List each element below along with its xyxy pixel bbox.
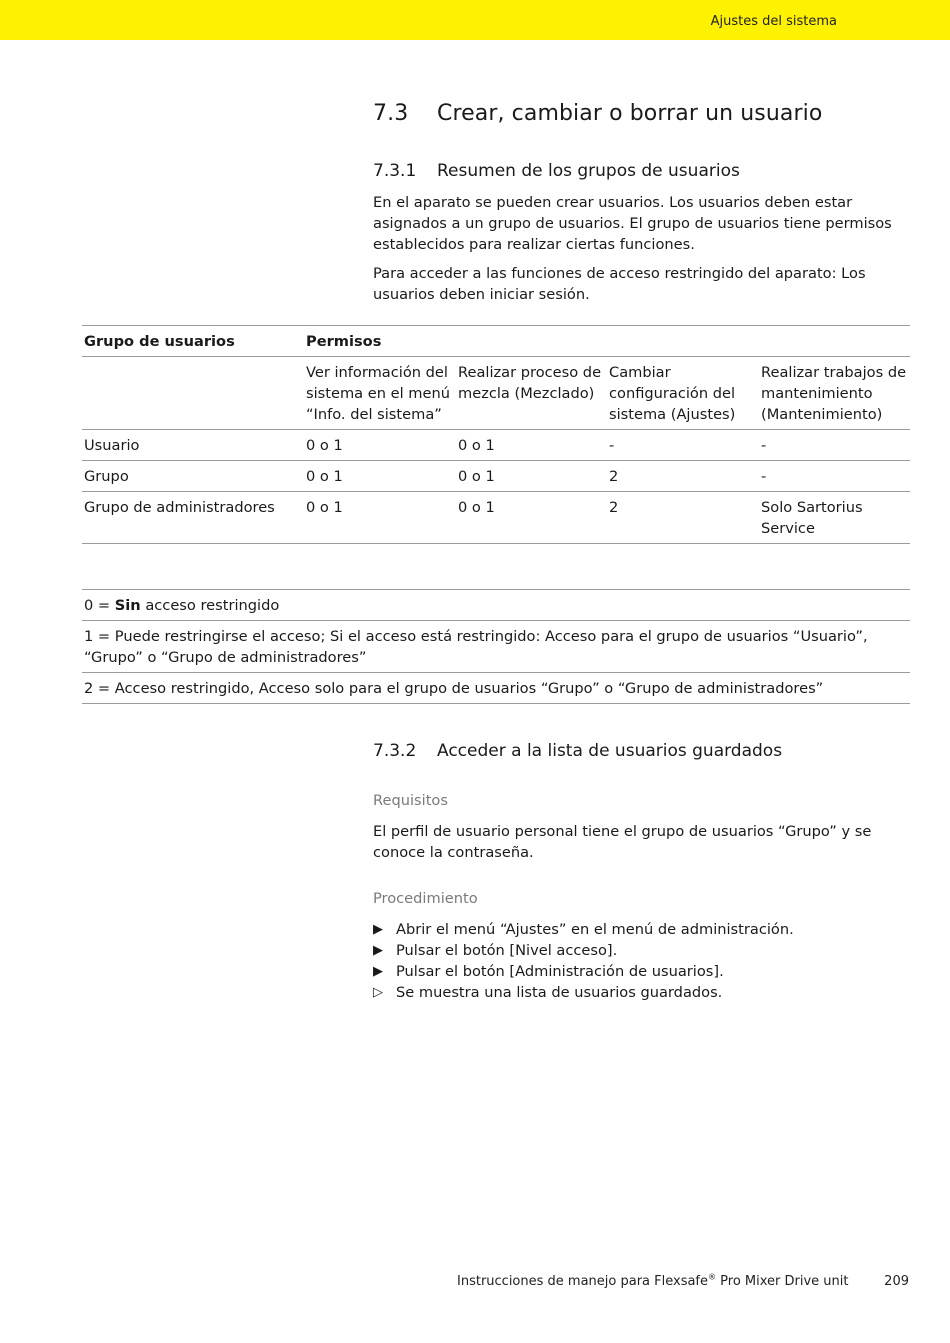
action-arrow-icon: ▶	[373, 943, 383, 958]
table-header-row	[82, 326, 910, 357]
section-heading-7-3-2	[373, 741, 782, 761]
login-paragraph: Para acceder a las funciones de acceso restringido del aparato: Los usuarios deben iniciar sesión.	[373, 265, 866, 303]
section-number: 7.3.2	[373, 741, 417, 761]
requirements-label: Requisitos	[373, 792, 448, 809]
intro-paragraph: En el aparato se pueden crear usuarios. Los usuarios deben estar asignados a un grupo de usuarios. El grupo de usuarios tiene permisos establecidos para realizar ciertas funciones.	[373, 194, 892, 253]
list-item: ▶ Pulsar el botón [Nivel acceso].	[373, 942, 618, 959]
legend-note-1: 1 = Puede restringirse el acceso; Si el acceso está restringido: Acceso para el grupo de usuarios “Usuario”, “Grupo” o “Grupo de administradores”	[82, 620, 910, 672]
table-subheader-row	[82, 357, 910, 430]
page-number: 209	[884, 1274, 909, 1289]
list-item: ▶ Abrir el menú “Ajustes” en el menú de administración.	[373, 921, 794, 938]
legend-note-0: 0 = Sin acceso restringido	[82, 589, 910, 620]
table-row	[82, 430, 910, 461]
list-item: ▶ Pulsar el botón [Administración de usuarios].	[373, 963, 724, 980]
procedure-steps	[373, 919, 913, 1003]
table-cell: Grupo	[84, 468, 129, 485]
table-cell: Usuario	[84, 437, 140, 454]
table-row	[82, 492, 910, 544]
header-bar	[0, 0, 950, 40]
table-cell: Grupo de administradores	[84, 499, 275, 516]
table-cell: 0 o 1	[306, 499, 343, 516]
subheader-settings: Cambiar configuración del sistema (Ajustes)	[609, 364, 736, 423]
footer-document-title: Instrucciones de manejo para Flexsafe® Pro Mixer Drive unit	[457, 1272, 849, 1289]
section-heading-7-3-1	[373, 161, 740, 181]
table-cell: 0 o 1	[306, 468, 343, 485]
table-legend	[82, 589, 910, 704]
requirements-text: El perfil de usuario personal tiene el grupo de usuarios “Grupo” y se conoce la contraseña.	[373, 823, 872, 861]
table-cell: 2	[609, 499, 619, 516]
legend-note-2: 2 = Acceso restringido, Acceso solo para el grupo de usuarios “Grupo” o “Grupo de administradores”	[82, 672, 910, 704]
table-cell: 0 o 1	[306, 437, 343, 454]
section-number: 7.3	[373, 101, 409, 126]
procedure-label: Procedimiento	[373, 890, 478, 907]
table-cell: Solo Sartorius Service	[761, 499, 863, 537]
table-cell: 0 o 1	[458, 468, 495, 485]
subheader-maintenance: Realizar trabajos de mantenimiento (Mantenimiento)	[761, 364, 907, 423]
section-title: Crear, cambiar o borrar un usuario	[437, 101, 823, 126]
table-cell: 0 o 1	[458, 437, 495, 454]
column-header-group: Grupo de usuarios	[84, 333, 235, 350]
table-cell: 2	[609, 468, 619, 485]
column-header-permissions: Permisos	[306, 333, 382, 350]
section-heading-7-3	[373, 101, 822, 126]
section-title: Resumen de los grupos de usuarios	[437, 161, 740, 181]
table-cell: 0 o 1	[458, 499, 495, 516]
section-number: 7.3.1	[373, 161, 417, 181]
permissions-table	[82, 325, 910, 544]
subheader-mixing: Realizar proceso de mezcla (Mezclado)	[458, 364, 602, 402]
running-header: Ajustes del sistema	[710, 14, 837, 29]
table-cell: -	[761, 437, 767, 454]
subheader-view-info: Ver información del sistema en el menú “Info. del sistema”	[306, 364, 450, 423]
table-cell: -	[609, 437, 615, 454]
table-cell: -	[761, 468, 767, 485]
table-row	[82, 461, 910, 492]
list-item: ▷ Se muestra una lista de usuarios guardados.	[373, 984, 723, 1001]
result-arrow-icon: ▷	[373, 985, 383, 1000]
section-title: Acceder a la lista de usuarios guardados	[437, 741, 783, 761]
action-arrow-icon: ▶	[373, 922, 383, 937]
action-arrow-icon: ▶	[373, 964, 383, 979]
